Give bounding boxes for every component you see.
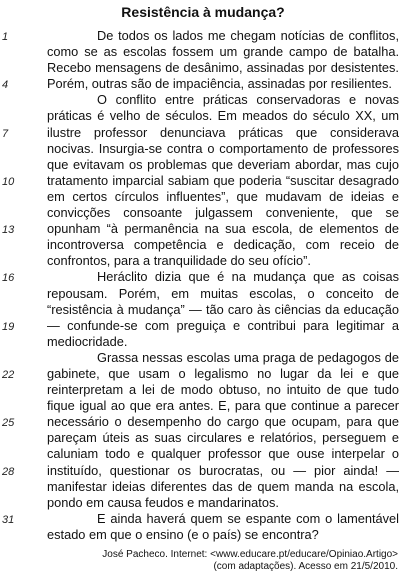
text-line <box>0 463 406 479</box>
line-text: tratamento imparcial sabiam que poderia “suscitar desagrado <box>47 172 399 188</box>
line-text: Recebo mensagens de desânimo, assinadas por desistentes. <box>47 60 399 76</box>
text-line <box>0 430 406 446</box>
line-text: práticas é velho de séculos. Em meados do século XX, um <box>47 108 399 124</box>
line-text: incontroversa competência e dedicação, com receio de <box>47 237 399 253</box>
line-text: reinterpretam a lei de modo obtuso, no intuito de que tudo <box>47 382 399 398</box>
text-line <box>0 495 406 511</box>
text-body <box>0 28 406 543</box>
text-line <box>0 141 406 157</box>
line-text: manifestar ideias diferentes das de quem manda na escola, <box>47 478 399 494</box>
text-line <box>0 479 406 495</box>
text-line <box>0 125 406 141</box>
line-text: necessário o desempenho do cargo que ocupam, para que <box>47 414 399 430</box>
line-text: caluniam todo e qualquer professor que ouse interpelar o <box>47 446 399 462</box>
text-line <box>0 527 406 543</box>
line-text: mediocridade. <box>47 333 128 349</box>
line-text: como se as escolas fossem um grande campo de batalha. <box>47 44 399 60</box>
line-text: convicções consoante julgassem conveniente, que se <box>47 205 399 221</box>
text-line <box>0 108 406 124</box>
line-number: 7 <box>2 127 9 140</box>
text-line <box>0 28 406 44</box>
line-number: 31 <box>2 513 15 526</box>
line-text: nocivas. Insurgia-se contra o comportamento de professores <box>47 140 399 156</box>
document-title: Resistência à mudança? <box>121 4 285 20</box>
line-number: 22 <box>2 368 15 381</box>
line-text: opunham “à permanência na sua escola, de elementos de <box>47 221 399 237</box>
line-text: pondo em causa feudos e mandarinatos. <box>47 494 279 510</box>
line-text: fique igual ao que era antes. E, para que continue a parecer <box>47 398 399 414</box>
line-text: De todos os lados me chegam notícias de conflitos, <box>97 28 399 43</box>
line-text: gabinete, que usam o legalismo no lugar da lei e que <box>47 365 399 381</box>
line-text: Porém, outras são de impaciência, assinadas por resilientes. <box>47 76 392 92</box>
line-number: 10 <box>2 175 15 188</box>
text-line <box>0 446 406 462</box>
text-line <box>0 221 406 237</box>
text-line <box>0 334 406 350</box>
line-number: 28 <box>2 465 15 478</box>
line-text: O conflito entre práticas conservadoras e novas <box>97 92 399 108</box>
text-line <box>0 253 406 269</box>
line-text: ilustre professor denunciava práticas que considerava <box>47 124 399 140</box>
text-line <box>0 60 406 76</box>
text-line <box>0 92 406 108</box>
text-line <box>0 398 406 414</box>
text-line <box>0 189 406 205</box>
text-line <box>0 350 406 366</box>
line-number: 16 <box>2 272 15 285</box>
text-line <box>0 366 406 382</box>
line-text: repousam. Porém, em muitas escolas, o conceito de <box>47 285 399 301</box>
line-text: confrontos, para a tranquilidade do seu ofício”. <box>47 253 311 269</box>
line-text: Heráclito dizia que é na mudança que as coisas <box>97 269 399 285</box>
line-number: 4 <box>2 79 9 92</box>
text-line <box>0 44 406 60</box>
line-number: 25 <box>2 417 15 430</box>
text-line <box>0 286 406 302</box>
line-text: “resistência à mudança” — tão caro às ciências da educação <box>47 301 399 317</box>
text-line <box>0 157 406 173</box>
text-line <box>0 318 406 334</box>
line-text: em certos círculos influentes”, que mudavam de ideias e <box>47 188 399 204</box>
text-line <box>0 382 406 398</box>
line-text: — confunde-se com preguiça e contribui para legitimar a <box>47 317 399 333</box>
line-text: que evitavam os problemas que deveriam abordar, mas cujo <box>47 156 399 172</box>
source-line-2: (com adaptações). Acesso em 21/5/2010. <box>213 561 398 572</box>
text-line <box>0 76 406 92</box>
line-text: E ainda haverá quem se espante com o lamentável <box>97 510 399 526</box>
text-line <box>0 173 406 189</box>
text-line <box>0 205 406 221</box>
line-number: 13 <box>2 224 15 237</box>
line-text: pareçam úteis as suas circulares e relatórios, perseguem e <box>47 430 399 446</box>
text-line <box>0 414 406 430</box>
line-number: 19 <box>2 320 15 333</box>
text-line <box>0 237 406 253</box>
text-line <box>0 269 406 285</box>
text-line <box>0 302 406 318</box>
line-text: estado em que o ensino (e o país) se encontra? <box>47 526 319 542</box>
line-number: 1 <box>2 31 9 43</box>
text-line <box>0 511 406 527</box>
source-citation <box>38 549 398 573</box>
line-text: Grassa nessas escolas uma praga de pedagogos de <box>97 349 399 365</box>
line-text: instituído, questionar os burocratas, ou — pior ainda! — <box>47 462 399 478</box>
source-line-1: José Pacheco. Internet: <www.educare.pt/educare/Opiniao.Artigo> <box>102 549 398 560</box>
